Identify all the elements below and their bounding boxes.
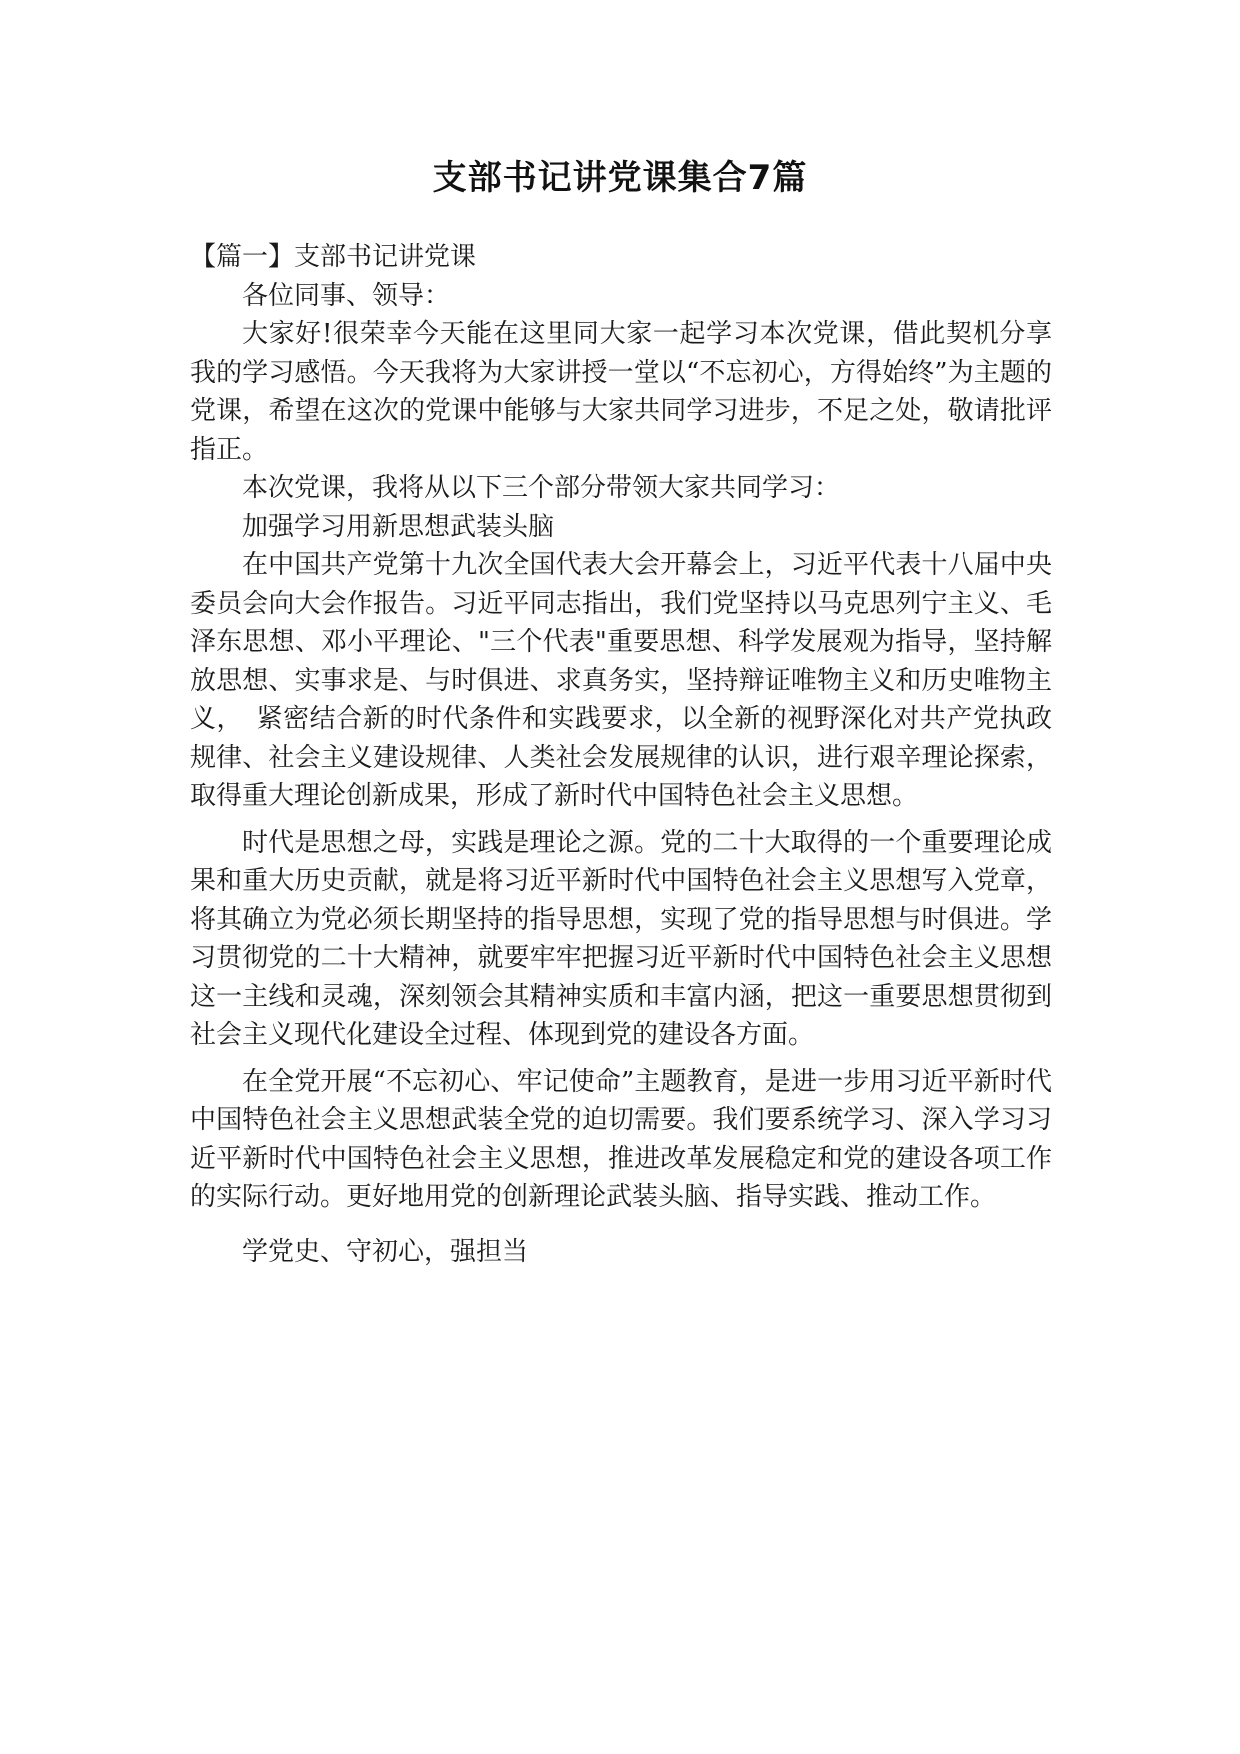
body-paragraph: 时代是思想之母，实践是理论之源。党的二十大取得的一个重要理论成果和重大历史贡献，就是将习近平新时代中国特色社会主义思想写入党章，将其确立为党必须长期坚持的指导思想，实现了党的指导思想与时俱进。学习贯彻党的二十大精神，就要牢牢把握习近平新时代中国特色社会主义思想这一主线和灵魂，深刻领会其精神实质和丰富内涵，把这一重要思想贯彻到社会主义现代化建设全过程、体现到党的建设各方面。 bbox=[190, 827, 1052, 1050]
section-heading: 【篇一】支部书记讲党课 bbox=[190, 242, 477, 272]
subheading-2: 学党史、守初心，强担当 bbox=[242, 1236, 529, 1267]
document-body bbox=[190, 238, 1052, 1271]
subheading-1: 加强学习用新思想武装头脑 bbox=[242, 511, 555, 542]
document-title: 支部书记讲党课集合7篇 bbox=[432, 158, 808, 198]
body-paragraph: 在全党开展“不忘初心、牢记使命”主题教育，是进一步用习近平新时代中国特色社会主义思想武装全党的迫切需要。我们要系统学习、深入学习习近平新时代中国特色社会主义思想，推进改革发展稳定和党的建设各项工作的实际行动。更好地用党的创新理论武装头脑、指导实践、推动工作。 bbox=[190, 1066, 1052, 1212]
body-paragraph: 在中国共产党第十九次全国代表大会开幕会上，习近平代表十八届中央委员会向大会作报告。习近平同志指出，我们党坚持以马克思列宁主义、毛泽东思想、邓小平理论、"三个代表"重要思想、科学发展观为指导，坚持解放思想、实事求是、与时俱进、求真务实，坚持辩证唯物主义和历史唯物主义， 紧密结合新的时代条件和实践要求，以全新的视野深化对共产党执政规律、社会主义建设规律、人类社会发展规律的认识，进行艰辛理论探索，取得重大理论创新成果，形成了新时代中国特色社会主义思想。 bbox=[190, 550, 1052, 811]
outline-paragraph: 本次党课，我将从以下三个部分带领大家共同学习： bbox=[242, 473, 841, 503]
greeting-paragraph: 各位同事、领导： bbox=[242, 280, 451, 311]
intro-paragraph: 大家好!很荣幸今天能在这里同大家一起学习本次党课，借此契机分享我的学习感悟。今天我将为大家讲授一堂以“不忘初心，方得始终”为主题的党课，希望在这次的党课中能够与大家共同学习进步，不足之处，敬请批评指正。 bbox=[190, 319, 1052, 465]
